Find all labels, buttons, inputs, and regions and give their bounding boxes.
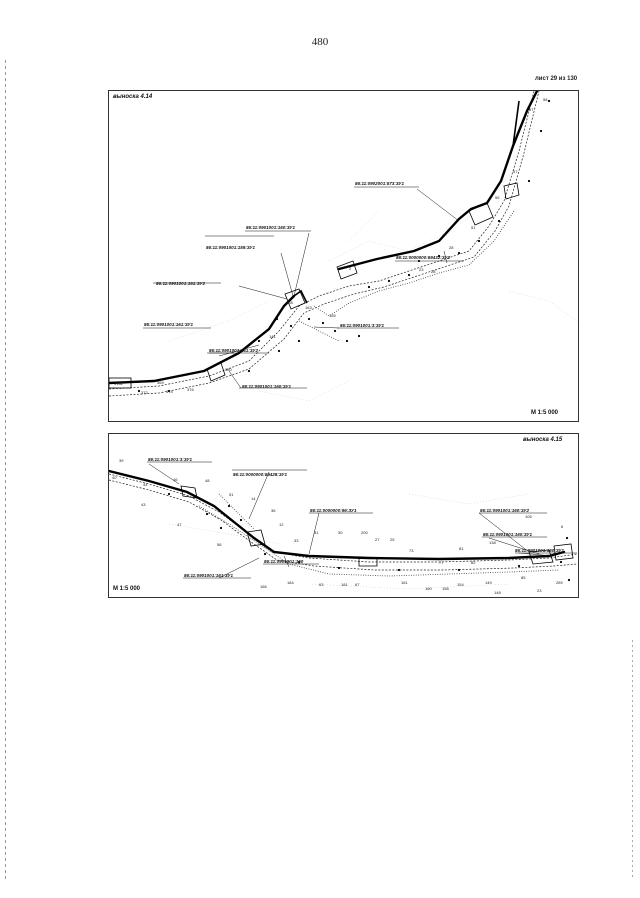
map-scale: М 1:5 000 xyxy=(113,586,141,592)
map-panel-callout-4-15 xyxy=(108,433,579,598)
point-number: 40 xyxy=(112,475,117,480)
point-number: 81 xyxy=(459,546,464,551)
point-number: 166 xyxy=(260,584,267,589)
map-scale: М 1:5 000 xyxy=(531,410,559,416)
cadastral-label: 86:11:0901001:3:ЗУ1 xyxy=(340,323,384,328)
point-number: 138 xyxy=(489,540,496,545)
cadastral-label: 86:11:0901001:160:ЗУ1 xyxy=(242,384,291,389)
cadastral-label: 86:11:0901001:159:ЗУ1 xyxy=(206,245,255,250)
point-number: 51 xyxy=(229,492,234,497)
point-number: 82 xyxy=(471,560,476,565)
point-number: 14 xyxy=(251,496,256,501)
sheet-label: лист 29 из 130 xyxy=(535,76,578,82)
point-number: 149 xyxy=(485,580,492,585)
point-number: 158 xyxy=(442,586,449,591)
page-number: 480 xyxy=(311,36,329,48)
scan-edge-left xyxy=(5,60,6,880)
point-number: 12 xyxy=(279,522,284,527)
point-number: 181 xyxy=(341,582,348,587)
cadastral-label: 86:11:0901001:160 xyxy=(264,559,304,564)
point-number: 28 xyxy=(431,269,436,274)
point-number: 63 xyxy=(319,582,324,587)
point-number: 154 xyxy=(457,582,464,587)
map-drawing-4-15 xyxy=(109,434,578,597)
point-number: 43 xyxy=(141,502,146,507)
point-number: 23 xyxy=(419,267,424,272)
cadastral-label: 86:11:0000000:96:ЗУ1 xyxy=(310,508,357,513)
cadastral-label: 86:11:0000000:69428:ЗУ1 xyxy=(233,472,287,477)
point-number: 200 xyxy=(361,530,368,535)
point-number: 2 xyxy=(349,266,352,271)
cadastral-label: 86:11:0901001:161:ЗУ1 xyxy=(184,573,233,578)
point-number: 55 xyxy=(495,195,500,200)
point-number: 6 xyxy=(561,524,564,529)
point-number: 31 xyxy=(314,530,319,535)
point-number: 161 xyxy=(401,580,408,585)
point-number: 73 xyxy=(409,548,414,553)
point-number: 148 xyxy=(494,590,501,595)
point-number: 58 xyxy=(543,97,548,102)
point-number: 57 xyxy=(529,107,534,112)
map-drawing-4-14 xyxy=(109,91,578,421)
cadastral-label: 86:11:0901001:161:ЗУ2 xyxy=(156,281,205,286)
cadastral-label: 86:11:0902001:573:ЗУ1 xyxy=(355,181,404,186)
point-number: 376 xyxy=(187,387,194,392)
cadastral-label: 86:11:0901001:160:ЗУ2 xyxy=(480,508,529,513)
point-number: 27 xyxy=(375,537,380,542)
scan-edge-right xyxy=(632,640,633,880)
callout-title: выноска 4.15 xyxy=(523,437,563,443)
point-number: 184 xyxy=(287,580,294,585)
point-number: 67 xyxy=(355,582,360,587)
point-number: 56 xyxy=(217,542,222,547)
callout-title: выноска 4.14 xyxy=(113,94,153,100)
cadastral-label: 86:11:0901001:161:ЗУ1 xyxy=(144,322,193,327)
cadastral-label: 86:11:0901001:3:ЗУ1 xyxy=(148,457,192,462)
point-number: 374 xyxy=(166,389,173,394)
point-number: 23 xyxy=(537,588,542,593)
point-number: 380 xyxy=(225,367,232,372)
point-number: 158 xyxy=(286,300,293,305)
point-number: 36 xyxy=(271,508,276,513)
point-number: 369 xyxy=(157,380,164,385)
point-number: 30 xyxy=(338,530,343,535)
cadastral-label: 86:11:0901001:160:ЗУ1 xyxy=(246,225,295,230)
cadastral-label: 86:11:0901001:160:ЗУ1 xyxy=(515,548,564,553)
point-number: 160 xyxy=(425,586,432,591)
cadastral-label: 86:11:0901001:161:ЗУ2 xyxy=(209,348,258,353)
map-panel-callout-4-14 xyxy=(108,90,579,422)
point-number: 33 xyxy=(294,538,299,543)
point-number: 77 xyxy=(439,560,444,565)
point-number: 3162 xyxy=(114,381,123,386)
point-number: 48 xyxy=(205,478,210,483)
cadastral-label: 86:11:0901001:160:ЗУ1 xyxy=(483,532,532,537)
point-number: 44 xyxy=(143,482,148,487)
point-number: 51 xyxy=(471,225,476,230)
cadastral-label: 86:11:0000000:69432:ЗУ2 xyxy=(396,255,450,260)
point-number: 85 xyxy=(521,575,526,580)
point-number: 57 xyxy=(513,169,518,174)
point-number: 289 xyxy=(556,580,563,585)
point-number: 47 xyxy=(177,522,182,527)
point-number: 28 xyxy=(449,245,454,250)
point-number: 155 xyxy=(329,313,336,318)
point-number: 46 xyxy=(173,477,178,482)
point-number: 372 xyxy=(141,390,148,395)
point-number: 141 xyxy=(269,334,276,339)
point-number: 39 xyxy=(119,458,124,463)
point-number: 25 xyxy=(390,537,395,542)
point-number: 105 xyxy=(525,514,532,519)
point-number: 163 xyxy=(305,305,312,310)
